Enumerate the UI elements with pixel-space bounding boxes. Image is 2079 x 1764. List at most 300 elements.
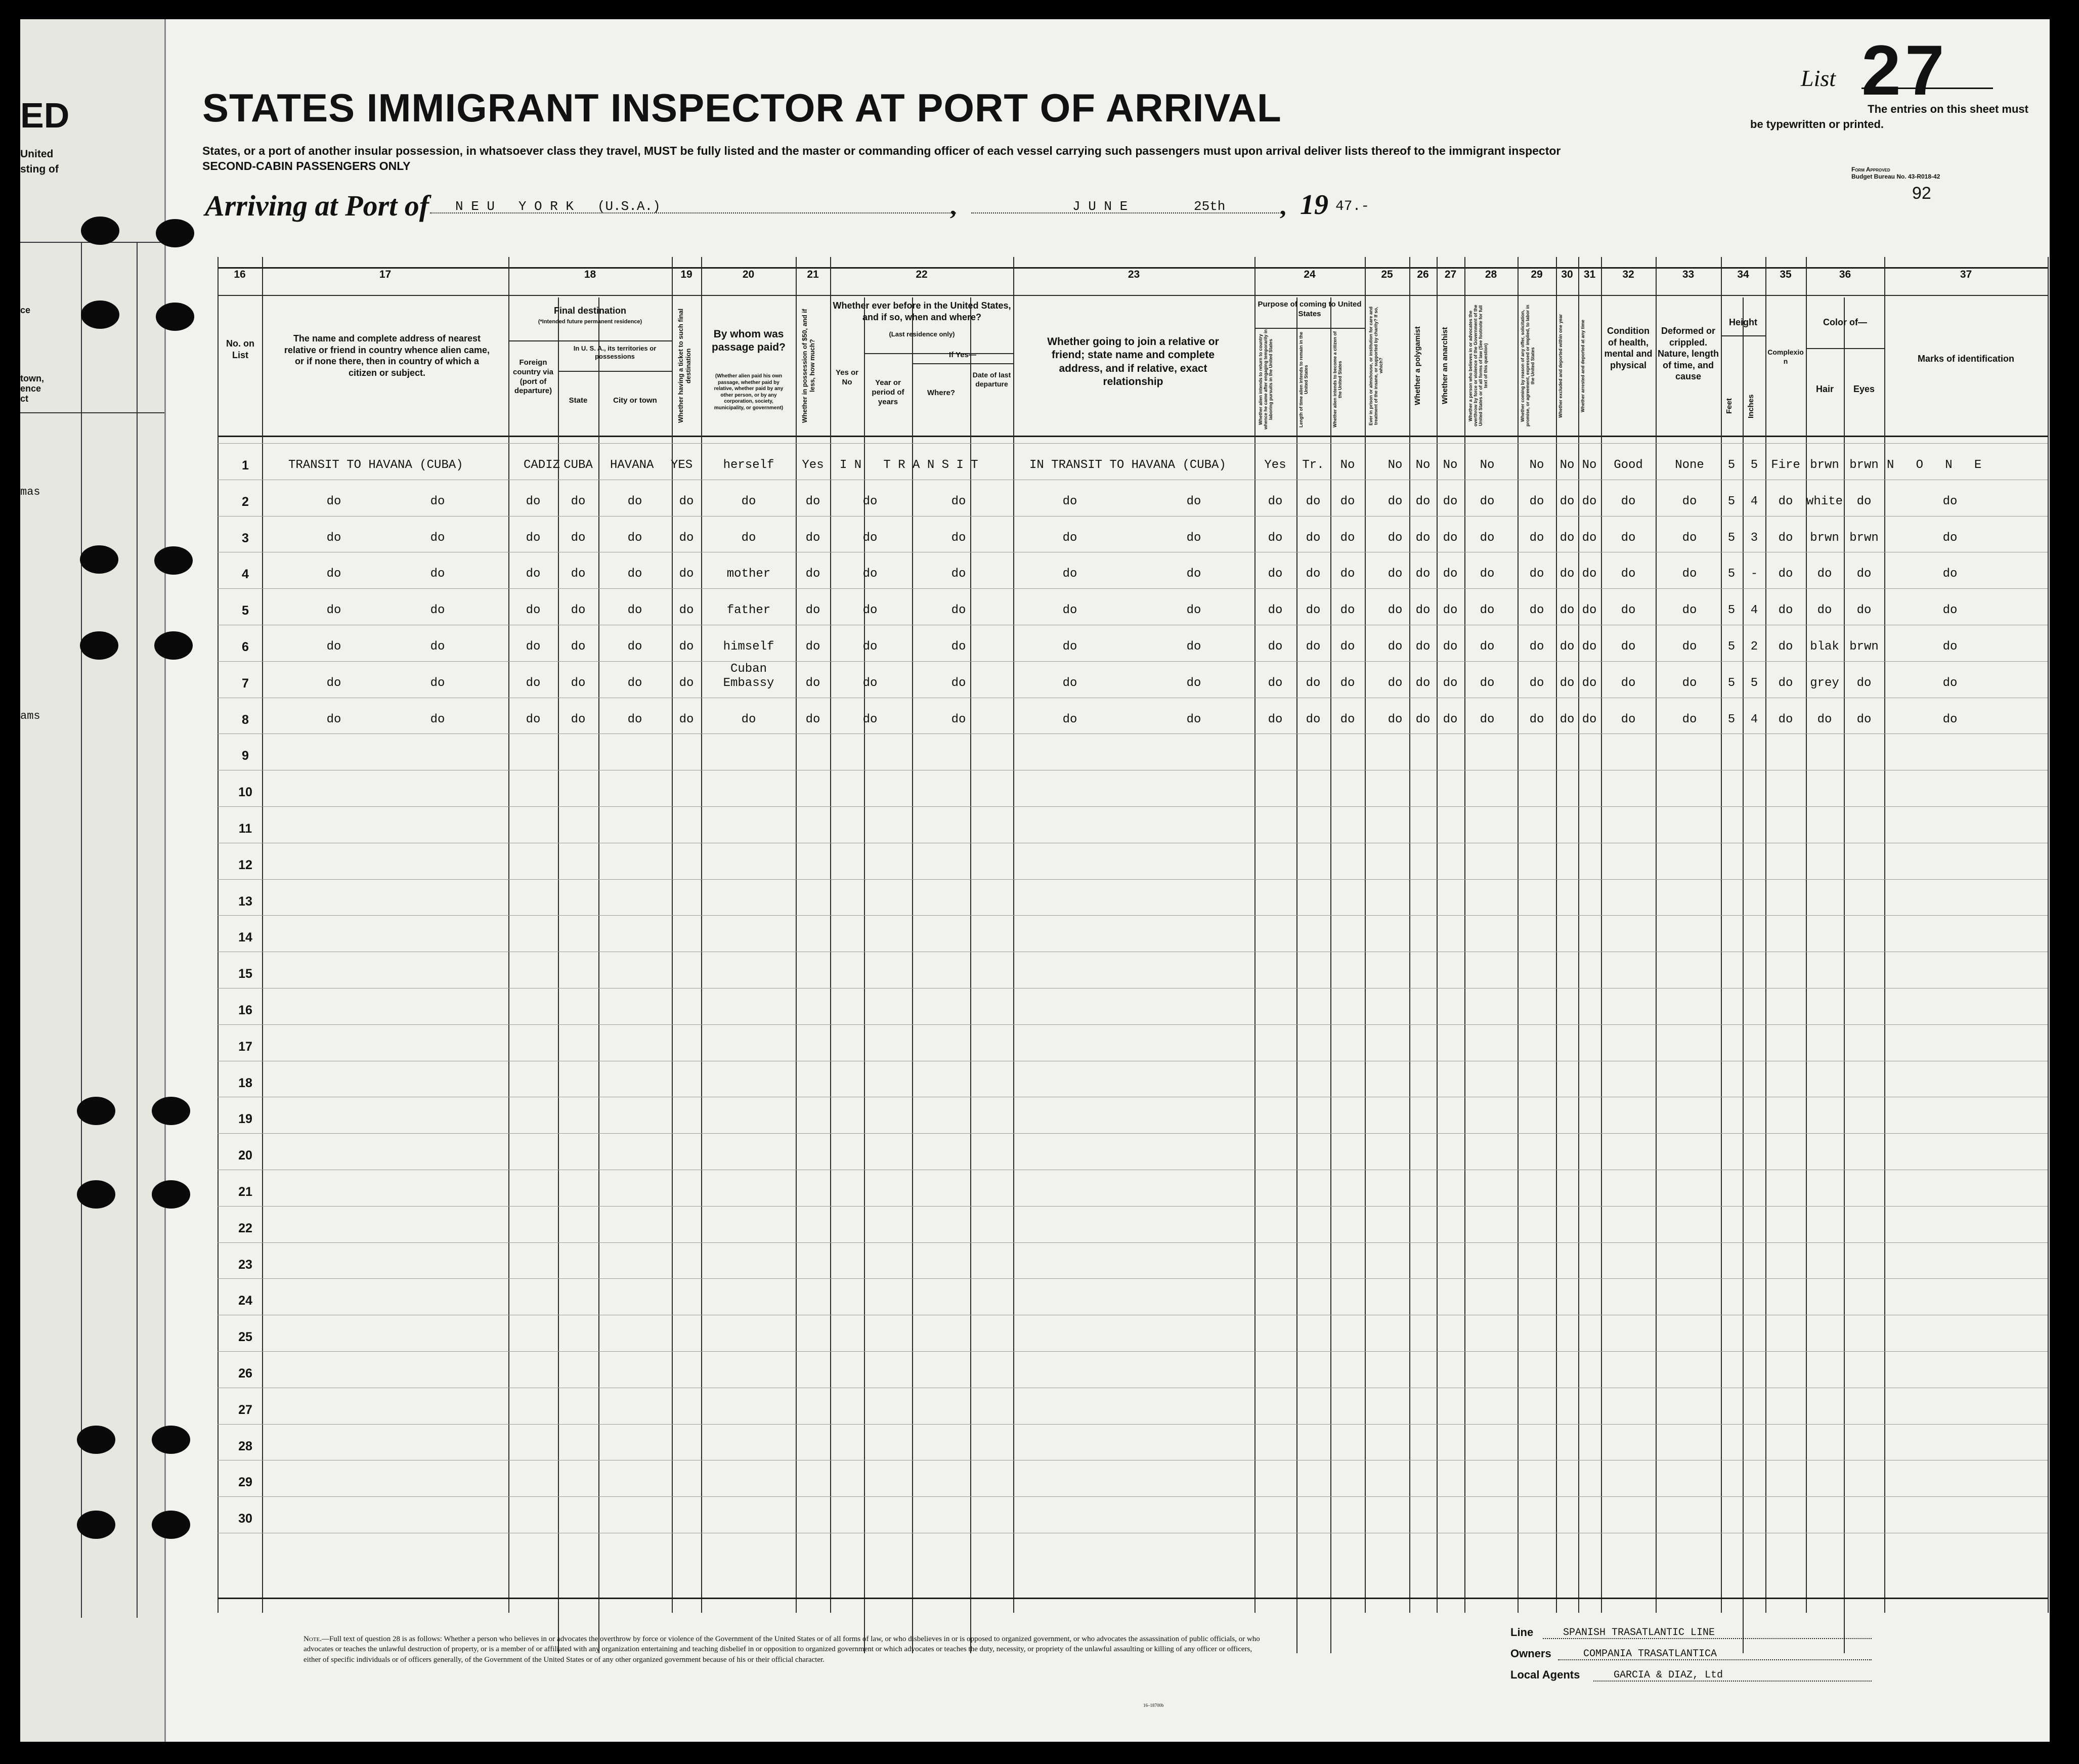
edge-column-line [81, 242, 82, 1618]
header-number-rule [218, 295, 2048, 296]
cell-condition: do [1621, 567, 1636, 581]
cell-bywhom: mother [726, 567, 771, 581]
cell-city: do [627, 712, 642, 726]
cell-state: do [571, 604, 586, 618]
cell-marks: do [1942, 567, 1958, 581]
col-line [218, 257, 219, 1613]
row-line [218, 806, 2048, 807]
cell-address-a: do [326, 494, 341, 508]
cell-overthrow: do [1480, 604, 1495, 618]
head-date-departure: Date of last departure [972, 371, 1011, 388]
cell-marks: N O N E [1887, 458, 1982, 472]
edge-fragment-stingof: sting of [20, 163, 59, 175]
cell-ever-yn: do [862, 494, 878, 508]
punch-hole [77, 1097, 115, 1125]
head-deformed: Deformed or crippled. Nature, length of time, and cause [1657, 326, 1719, 381]
punch-hole [156, 219, 194, 247]
row-number: 27 [238, 1402, 252, 1417]
cell-condition: do [1621, 531, 1636, 545]
cell-eyes: do [1856, 712, 1872, 726]
cell-foreign: do [526, 712, 541, 726]
cell-inches: 4 [1750, 712, 1758, 726]
cell-inches: 4 [1750, 604, 1758, 618]
cell-ever-yn: do [862, 676, 878, 690]
cell-overthrow: do [1480, 640, 1495, 654]
punch-hole [154, 631, 193, 660]
cell-possession: do [805, 676, 820, 690]
cell-purpose-a: do [1268, 676, 1283, 690]
row-line [218, 1424, 2048, 1425]
cell-polygamist: do [1415, 712, 1431, 726]
cell-ever-where: do [951, 712, 966, 726]
cell-eyes: brwn [1849, 640, 1879, 654]
head-usa: In U. S. A., its territories or possessions [573, 345, 657, 361]
cell-feet: 5 [1727, 531, 1736, 545]
row-line [218, 915, 2048, 916]
cell-relative-a: do [1062, 531, 1077, 545]
cell-purpose-b: do [1306, 712, 1321, 726]
cell-condition: do [1621, 604, 1636, 618]
cell-city: do [627, 640, 642, 654]
cell-marks: do [1942, 676, 1958, 690]
cell-overthrow: do [1480, 676, 1495, 690]
cell-possession: do [805, 567, 820, 581]
cell-purpose-c: do [1340, 640, 1355, 654]
typed-note-1: The entries on this sheet must [1868, 103, 2028, 115]
row-line [218, 1496, 2048, 1497]
cell-bywhom: do [741, 712, 756, 726]
cell-relative-b: do [1186, 604, 1201, 618]
cell-relative-a: do [1062, 676, 1077, 690]
cell-state: do [571, 531, 586, 545]
head-bywhom: By whom was passage paid? [712, 328, 786, 354]
punch-hole [152, 1180, 190, 1209]
head-inches: Inches [1747, 394, 1755, 418]
row-line [218, 661, 2048, 662]
head-foreign: Foreign country via (port of departure) [512, 358, 554, 396]
row-line [218, 1351, 2048, 1352]
cell-excluded: do [1560, 567, 1575, 581]
head-no-on-list: No. on List [226, 338, 254, 360]
cell-prison: do [1388, 676, 1403, 690]
cell-bywhom: herself [723, 458, 774, 472]
cell-feet: 5 [1727, 640, 1736, 654]
punch-hole [77, 1511, 115, 1539]
cell-ever-yn: do [862, 531, 878, 545]
cell-possession: do [805, 712, 820, 726]
cell-marks: do [1942, 712, 1958, 726]
cell-relative-a: do [1062, 712, 1077, 726]
cell-relative-b: do [1186, 676, 1201, 690]
col-line [1013, 257, 1014, 1613]
cell-bywhom: father [726, 604, 771, 618]
comma: , [1280, 192, 1286, 220]
cell-hair: do [1817, 567, 1832, 581]
cell-ticket: do [679, 531, 694, 545]
cell-hair: do [1817, 604, 1832, 618]
cell-bywhom: Embassy [723, 676, 774, 690]
cell-hair: grey [1810, 676, 1839, 690]
cell-purpose-b: do [1306, 604, 1321, 618]
cell-purpose-b: do [1306, 640, 1321, 654]
cell-deformed: do [1682, 604, 1697, 618]
edge-fragment-town: town, [20, 373, 44, 383]
cell-bywhom: do [741, 494, 756, 508]
cell-ticket: YES [671, 458, 693, 472]
row-number: 23 [238, 1257, 252, 1272]
cell-feet: 5 [1727, 567, 1736, 581]
head-ever-note: (Last residence only) [889, 330, 955, 338]
page-subtitle: States, or a port of another insular possession, in whatsoever class they travel, MUST be fully listed and the master or commanding officer of each vessel carrying such passengers must upon arrival deliver lists thereof to the immigrant inspector [202, 144, 1561, 157]
cell-purpose-a: do [1268, 567, 1283, 581]
date-month: J U N E [1072, 199, 1128, 214]
cell-anarchist: No [1443, 458, 1458, 472]
cell-foreign: do [526, 567, 541, 581]
col-num: 19 [680, 269, 692, 280]
cell-purpose-a: do [1268, 494, 1283, 508]
cell-deformed: do [1682, 531, 1697, 545]
form-code: 16–18700b [1143, 1703, 1164, 1708]
previous-page-edge [20, 19, 166, 1742]
edge-fragment-ams: ams [20, 710, 40, 722]
cell-anarchist: do [1443, 676, 1458, 690]
col-num: 17 [379, 269, 392, 280]
cell-hair: brwn [1810, 531, 1839, 545]
cell-induced: do [1529, 640, 1544, 654]
cell-purpose-a: Yes [1264, 458, 1286, 472]
row-number: 24 [238, 1294, 252, 1308]
agents-value: GARCIA & DIAZ, Ltd [1614, 1669, 1723, 1681]
cell-relative-b: do [1186, 531, 1201, 545]
cell-feet: 5 [1727, 458, 1736, 472]
footnote-label: Note. [304, 1635, 322, 1643]
cell-arrested: do [1582, 712, 1597, 726]
subhead-rule [912, 363, 1013, 364]
row-line [218, 588, 2048, 589]
edge-fragment-united: United [20, 148, 54, 160]
row-number: 26 [238, 1366, 252, 1381]
cell-city: HAVANA [610, 458, 654, 472]
head-condition: Condition of health, mental and physical [1604, 326, 1653, 370]
cell-polygamist: do [1415, 604, 1431, 618]
cell-deformed: do [1682, 712, 1697, 726]
line-value: SPANISH TRASATLANTIC LINE [1563, 1627, 1715, 1639]
manifest-sheet [20, 19, 2050, 1742]
cell-eyes: brwn [1849, 458, 1879, 472]
cell-possession: Yes [802, 458, 824, 472]
cell-state: do [571, 676, 586, 690]
punch-hole [152, 1097, 190, 1125]
punch-hole [152, 1426, 190, 1454]
row-line [218, 1024, 2048, 1025]
cell-hair: blak [1810, 640, 1839, 654]
cell-induced: do [1529, 494, 1544, 508]
cell-overthrow: do [1480, 567, 1495, 581]
punch-hole [77, 1180, 115, 1209]
cell-relative-a: do [1062, 567, 1077, 581]
cell-induced: do [1529, 604, 1544, 618]
cell-purpose-b: do [1306, 531, 1321, 545]
col-line [2048, 257, 2049, 1613]
head-prison: Ever in prison or almshouse, or institution for care and treatment of the insane, or supported by charity? If so, which? [1368, 306, 1383, 425]
cell-polygamist: do [1415, 640, 1431, 654]
row-number: 29 [238, 1475, 252, 1490]
head-color: Color of— [1823, 317, 1867, 327]
cell-purpose-b: Tr. [1302, 458, 1324, 472]
head-ifyes: If Yes— [949, 351, 976, 359]
cell-purpose-a: do [1268, 712, 1283, 726]
line-label: Line [1510, 1626, 1534, 1639]
row-number: 12 [238, 857, 252, 872]
cell-possession: do [805, 531, 820, 545]
cell-city: do [627, 567, 642, 581]
col-num: 36 [1839, 269, 1851, 280]
row-number: 14 [238, 930, 252, 945]
cell-anarchist: do [1443, 640, 1458, 654]
cell-ever-yn: do [862, 567, 878, 581]
cell-ticket: do [679, 604, 694, 618]
subhead-rule [558, 371, 672, 372]
cell-condition: do [1621, 712, 1636, 726]
col-num: 16 [234, 269, 246, 280]
cell-deformed: None [1675, 458, 1704, 472]
col-num: 20 [742, 269, 755, 280]
port-value: N E U Y O R K (U.S.A.) [455, 199, 661, 214]
col-num: 21 [807, 269, 819, 280]
cell-purpose-c: No [1340, 458, 1355, 472]
cell-arrested: do [1582, 494, 1597, 508]
cell-overthrow: do [1480, 531, 1495, 545]
cell-address-b: do [430, 604, 445, 618]
cell-foreign: do [526, 676, 541, 690]
cell-complexion: do [1778, 494, 1793, 508]
row-line [218, 1242, 2048, 1243]
cell-state: CUBA [564, 458, 593, 472]
punch-hole [81, 217, 119, 245]
row-number: 4 [242, 567, 249, 582]
cell-relative-a: do [1062, 494, 1077, 508]
cell-purpose-c: do [1340, 494, 1355, 508]
cell-address-a: do [326, 676, 341, 690]
cell-prison: do [1388, 712, 1403, 726]
col-num: 37 [1960, 269, 1972, 280]
edge-rule [20, 412, 164, 413]
row-number: 15 [238, 967, 252, 981]
typed-note-2: be typewritten or printed. [1750, 118, 1884, 131]
cell-complexion: do [1778, 640, 1793, 654]
cell-feet: 5 [1727, 604, 1736, 618]
cell-address-b: do [430, 712, 445, 726]
cell-city: do [627, 676, 642, 690]
row-line [218, 1278, 2048, 1279]
cell-complexion: do [1778, 531, 1793, 545]
cell-prison: do [1388, 494, 1403, 508]
cell-relative-b: do [1186, 494, 1201, 508]
date-line [971, 212, 1285, 213]
cell-excluded: No [1560, 458, 1575, 472]
cell-foreign: do [526, 604, 541, 618]
footnote [304, 1634, 1265, 1665]
cell-prison: do [1388, 531, 1403, 545]
head-hair: Hair [1815, 384, 1834, 394]
head-ticket: Whether having a ticket to such final destination [677, 308, 692, 423]
row-line [218, 1206, 2048, 1207]
cell-address-a: do [326, 640, 341, 654]
head-purpose-a: Whether alien intends to return to country whence he came after engaging temporarily in laboring pursuits in the United States [1258, 329, 1273, 430]
cell-ticket: do [679, 640, 694, 654]
cell-condition: do [1621, 640, 1636, 654]
cell-purpose-a: do [1268, 531, 1283, 545]
year-prefix: 19 [1300, 189, 1328, 221]
cell-purpose-c: do [1340, 604, 1355, 618]
cell-excluded: do [1560, 712, 1575, 726]
cell-eyes: do [1856, 676, 1872, 690]
head-yesno: Yes or No [835, 368, 859, 386]
cell-ticket: do [679, 712, 694, 726]
cell-inches: - [1750, 567, 1758, 581]
cell-marks: do [1942, 531, 1958, 545]
cell-foreign: do [526, 640, 541, 654]
cell-hair: white [1806, 494, 1843, 508]
cell-inches: 2 [1750, 640, 1758, 654]
cell-marks: do [1942, 494, 1958, 508]
head-height: Height [1729, 317, 1757, 327]
cell-polygamist: do [1415, 676, 1431, 690]
cell-address-b: do [430, 567, 445, 581]
cell-eyes: do [1856, 567, 1872, 581]
col-num: 33 [1682, 269, 1695, 280]
cell-deformed: do [1682, 494, 1697, 508]
head-polygamist: Whether a polygamist [1413, 326, 1422, 405]
edge-fragment-ence: ence [20, 383, 41, 394]
year-suffix: 47.- [1335, 199, 1370, 214]
cell-ticket: do [679, 494, 694, 508]
cell-purpose-a: do [1268, 604, 1283, 618]
head-final-note: (*Intended future permanent residence) [538, 319, 642, 325]
cell-purpose-c: do [1340, 712, 1355, 726]
col-num: 24 [1304, 269, 1316, 280]
owners-label: Owners [1510, 1647, 1551, 1660]
cell-induced: do [1529, 712, 1544, 726]
cell-purpose-c: do [1340, 567, 1355, 581]
col-num: 31 [1583, 269, 1596, 280]
cell-relative-a: do [1062, 604, 1077, 618]
cell-arrested: do [1582, 640, 1597, 654]
cell-ever-yn: do [862, 604, 878, 618]
cell-purpose-c: do [1340, 676, 1355, 690]
row-number: 10 [238, 785, 252, 800]
cell-purpose-b: do [1306, 567, 1321, 581]
cell-arrested: do [1582, 531, 1597, 545]
row-number: 9 [242, 749, 249, 763]
col-num: 18 [584, 269, 596, 280]
row-number: 20 [238, 1148, 252, 1163]
cell-ever-yn: do [862, 640, 878, 654]
head-feet: Feet [1725, 398, 1734, 414]
col-num: 32 [1622, 269, 1634, 280]
cell-state: do [571, 640, 586, 654]
head-purpose-b: Length of time alien intends to remain in the United States [1298, 331, 1309, 427]
cell-relative-a: IN TRANSIT TO HAVANA (CUBA) [1029, 458, 1226, 472]
cell-polygamist: do [1415, 567, 1431, 581]
page-title: STATES IMMIGRANT INSPECTOR AT PORT OF ARRIVAL [202, 85, 1282, 130]
subhead-rule [508, 340, 672, 341]
cell-possession: do [805, 494, 820, 508]
cell-foreign: CADIZ [524, 458, 560, 472]
cell-purpose-a: do [1268, 640, 1283, 654]
cell-ever-transit: I N T R A N S I T [840, 458, 978, 472]
row-number: 3 [242, 531, 249, 545]
col-num: 22 [916, 269, 928, 280]
cell-excluded: do [1560, 676, 1575, 690]
cell-complexion: do [1778, 604, 1793, 618]
cell-address-a: do [326, 531, 341, 545]
row-number: 2 [242, 494, 249, 509]
row-line [218, 1133, 2048, 1134]
row-number: 8 [242, 712, 249, 727]
col-num: 35 [1780, 269, 1792, 280]
cell-arrested: do [1582, 676, 1597, 690]
list-label: List [1801, 65, 1836, 91]
cell-condition: do [1621, 676, 1636, 690]
cell-state: do [571, 567, 586, 581]
edge-fragment-title: ED [20, 96, 70, 135]
col-num: 29 [1531, 269, 1543, 280]
cell-condition: do [1621, 494, 1636, 508]
punch-hole [80, 545, 118, 574]
page-number: 92 [1912, 184, 1931, 203]
head-where: Where? [927, 389, 955, 397]
cell-arrested: do [1582, 567, 1597, 581]
cell-relative-b: do [1186, 712, 1201, 726]
head-state: State [569, 396, 588, 405]
agents-label: Local Agents [1510, 1668, 1580, 1681]
cell-complexion: do [1778, 676, 1793, 690]
row-line [218, 443, 2048, 444]
head-induced: Whether coming by reason of any offer, solicitation, promise, or agreement, expressed or implied, to labor in the United States [1520, 305, 1535, 427]
cell-induced: No [1529, 458, 1544, 472]
cell-possession: do [805, 640, 820, 654]
row-line [218, 516, 2048, 517]
cell-arrested: No [1582, 458, 1597, 472]
subhead-rule [1721, 335, 1765, 336]
head-city: City or town [613, 396, 657, 405]
cell-bywhom: himself [723, 640, 774, 654]
cell-overthrow: do [1480, 494, 1495, 508]
cell-deformed: do [1682, 640, 1697, 654]
head-address: The name and complete address of nearest relative or friend in country whence alien came, or if none there, then in country of which a citizen or subject. [284, 333, 490, 378]
cell-address-b: do [430, 494, 445, 508]
cell-possession: do [805, 604, 820, 618]
cell-eyes: do [1856, 494, 1872, 508]
subhead-rule [1806, 348, 1884, 349]
col-num: 23 [1128, 269, 1140, 280]
comma: , [950, 192, 957, 220]
cell-arrested: do [1582, 604, 1597, 618]
row-number: 17 [238, 1039, 252, 1054]
cell-purpose-c: do [1340, 531, 1355, 545]
cell-purpose-b: do [1306, 676, 1321, 690]
cell-deformed: do [1682, 676, 1697, 690]
edge-fragment-ct: ct [20, 394, 29, 404]
cell-anarchist: do [1443, 604, 1458, 618]
cell-feet: 5 [1727, 712, 1736, 726]
punch-hole [154, 546, 193, 575]
head-marks: Marks of identification [1917, 354, 2015, 364]
cell-complexion: do [1778, 567, 1793, 581]
punch-hole [152, 1511, 190, 1539]
cell-ever-where: do [951, 531, 966, 545]
